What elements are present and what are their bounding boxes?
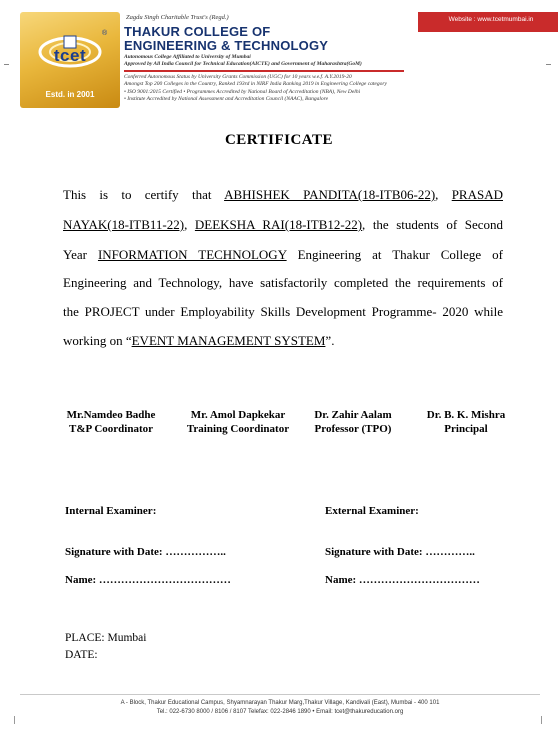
engineering-text: Engineering at Thakur College of xyxy=(297,247,504,262)
body-line-4 xyxy=(63,276,503,289)
separator: , xyxy=(184,217,188,232)
ranking-text: Amongst Top 200 Colleges in the Country, Ranked 193rd in NIRF India Ranking 2019 in Engineering College category xyxy=(124,81,387,87)
project-title: EVENT MANAGEMENT SYSTEM xyxy=(131,333,326,348)
trust-name: Zagdu Singh Charitable Trust's (Regd.) xyxy=(126,14,229,21)
body-line-2 xyxy=(63,218,503,231)
certificate-title: CERTIFICATE xyxy=(224,132,334,148)
iso-nba-text: • ISO 9001:2015 Certified • Programmes Accredited by National Board of Accreditation (NBA), New Delhi xyxy=(124,89,361,95)
signatory-name: Dr. Zahir Aalam xyxy=(314,409,392,421)
approval-text: Approved by All India Council for Technical Education(AICTE) and Government of Maharashtra(GoM) xyxy=(124,61,362,67)
completion-text: Engineering and Technology, have satisfactorily completed the requirements of xyxy=(63,275,503,290)
student-name-1: ABHISHEK PANDITA(18-ITB06-22) xyxy=(224,187,436,202)
footer-address: A - Block, Thakur Educational Campus, Shyamnarayan Thakur Marg,Thakur Village, Kandivali (East), Mumbai - 400 101 xyxy=(120,700,440,706)
external-examiner-label: External Examiner: xyxy=(325,505,419,517)
year-text: Year xyxy=(63,247,87,262)
crop-mark-left xyxy=(14,716,15,724)
college-name-line2: ENGINEERING & TECHNOLOGY xyxy=(124,38,329,53)
closing-text: ”. xyxy=(325,333,335,348)
student-name-3: DEEKSHA RAI(18-ITB12-22) xyxy=(194,217,363,232)
external-signature-line: Signature with Date: ………….. xyxy=(325,546,475,558)
signatory-name: Dr. B. K. Mishra xyxy=(426,409,506,421)
crop-mark-right xyxy=(541,716,542,724)
signatory-name: Mr. Amol Dapkekar xyxy=(190,409,286,421)
affiliation-text: Autonomous College Affiliated to University of Mumbai xyxy=(124,54,251,60)
logo-established: Estd. in 2001 xyxy=(45,90,95,99)
internal-signature-line: Signature with Date: …………….. xyxy=(65,546,226,558)
date-label: DATE: xyxy=(65,649,98,661)
footer-divider xyxy=(20,694,540,695)
signatory-tpo xyxy=(303,408,403,436)
letterhead xyxy=(20,12,558,112)
margin-mark-right xyxy=(546,64,551,65)
external-name-line: Name: …………………………… xyxy=(325,574,480,586)
registered-mark: ® xyxy=(102,30,108,37)
internal-examiner-label: Internal Examiner: xyxy=(65,505,157,517)
separator: , xyxy=(435,187,439,202)
website-link[interactable]: Website : www.tcetmumbai.in xyxy=(448,16,534,23)
footer-contact: Tel.: 022-6730 8000 / 8106 / 8107 Telefax: 022-2846 1890 • Email: tcet@thakureducation.org xyxy=(156,709,404,715)
working-on-text: working on “ xyxy=(63,333,132,348)
place-label: PLACE: Mumbai xyxy=(65,632,147,644)
signatory-tp-coordinator xyxy=(58,408,164,436)
branch-name: INFORMATION TECHNOLOGY xyxy=(97,247,287,262)
signatory-role: Training Coordinator xyxy=(186,423,290,435)
college-name-line1: THAKUR COLLEGE OF xyxy=(124,24,271,39)
naac-text: • Institute Accredited by National Assessment and Accreditation Council (NAAC), Bangalore xyxy=(124,96,329,102)
signatory-principal xyxy=(416,408,516,436)
body-line-6 xyxy=(63,334,503,347)
body-line-1 xyxy=(63,188,503,201)
signatory-role: Professor (TPO) xyxy=(314,423,392,435)
signatory-role: T&P Coordinator xyxy=(68,423,154,435)
logo-text: tcet xyxy=(53,46,87,65)
students-text: , the students of Second xyxy=(362,217,504,232)
student-name-2-last: NAYAK(18-ITB11-22) xyxy=(63,217,185,232)
signatory-training-coordinator xyxy=(176,408,300,436)
margin-mark-left xyxy=(4,64,9,65)
letterhead-text xyxy=(124,12,558,112)
college-logo xyxy=(20,12,120,108)
certify-text: This is to certify that xyxy=(63,187,212,202)
signatory-role: Principal xyxy=(444,423,488,435)
header-divider xyxy=(124,70,404,72)
internal-name-line: Name: ……………………………… xyxy=(65,574,231,586)
student-name-2-first: PRASAD xyxy=(451,187,503,202)
body-line-3 xyxy=(63,248,503,261)
signatory-name: Mr.Namdeo Badhe xyxy=(66,409,156,421)
programme-text: the PROJECT under Employability Skills Development Programme- 2020 while xyxy=(63,304,503,319)
autonomous-status-text: Conferred Autonomous Status by University Grants Commission (UGC) for 10 years w.e.f. A.Y.2019-20 xyxy=(124,74,352,80)
body-line-5 xyxy=(63,305,503,318)
